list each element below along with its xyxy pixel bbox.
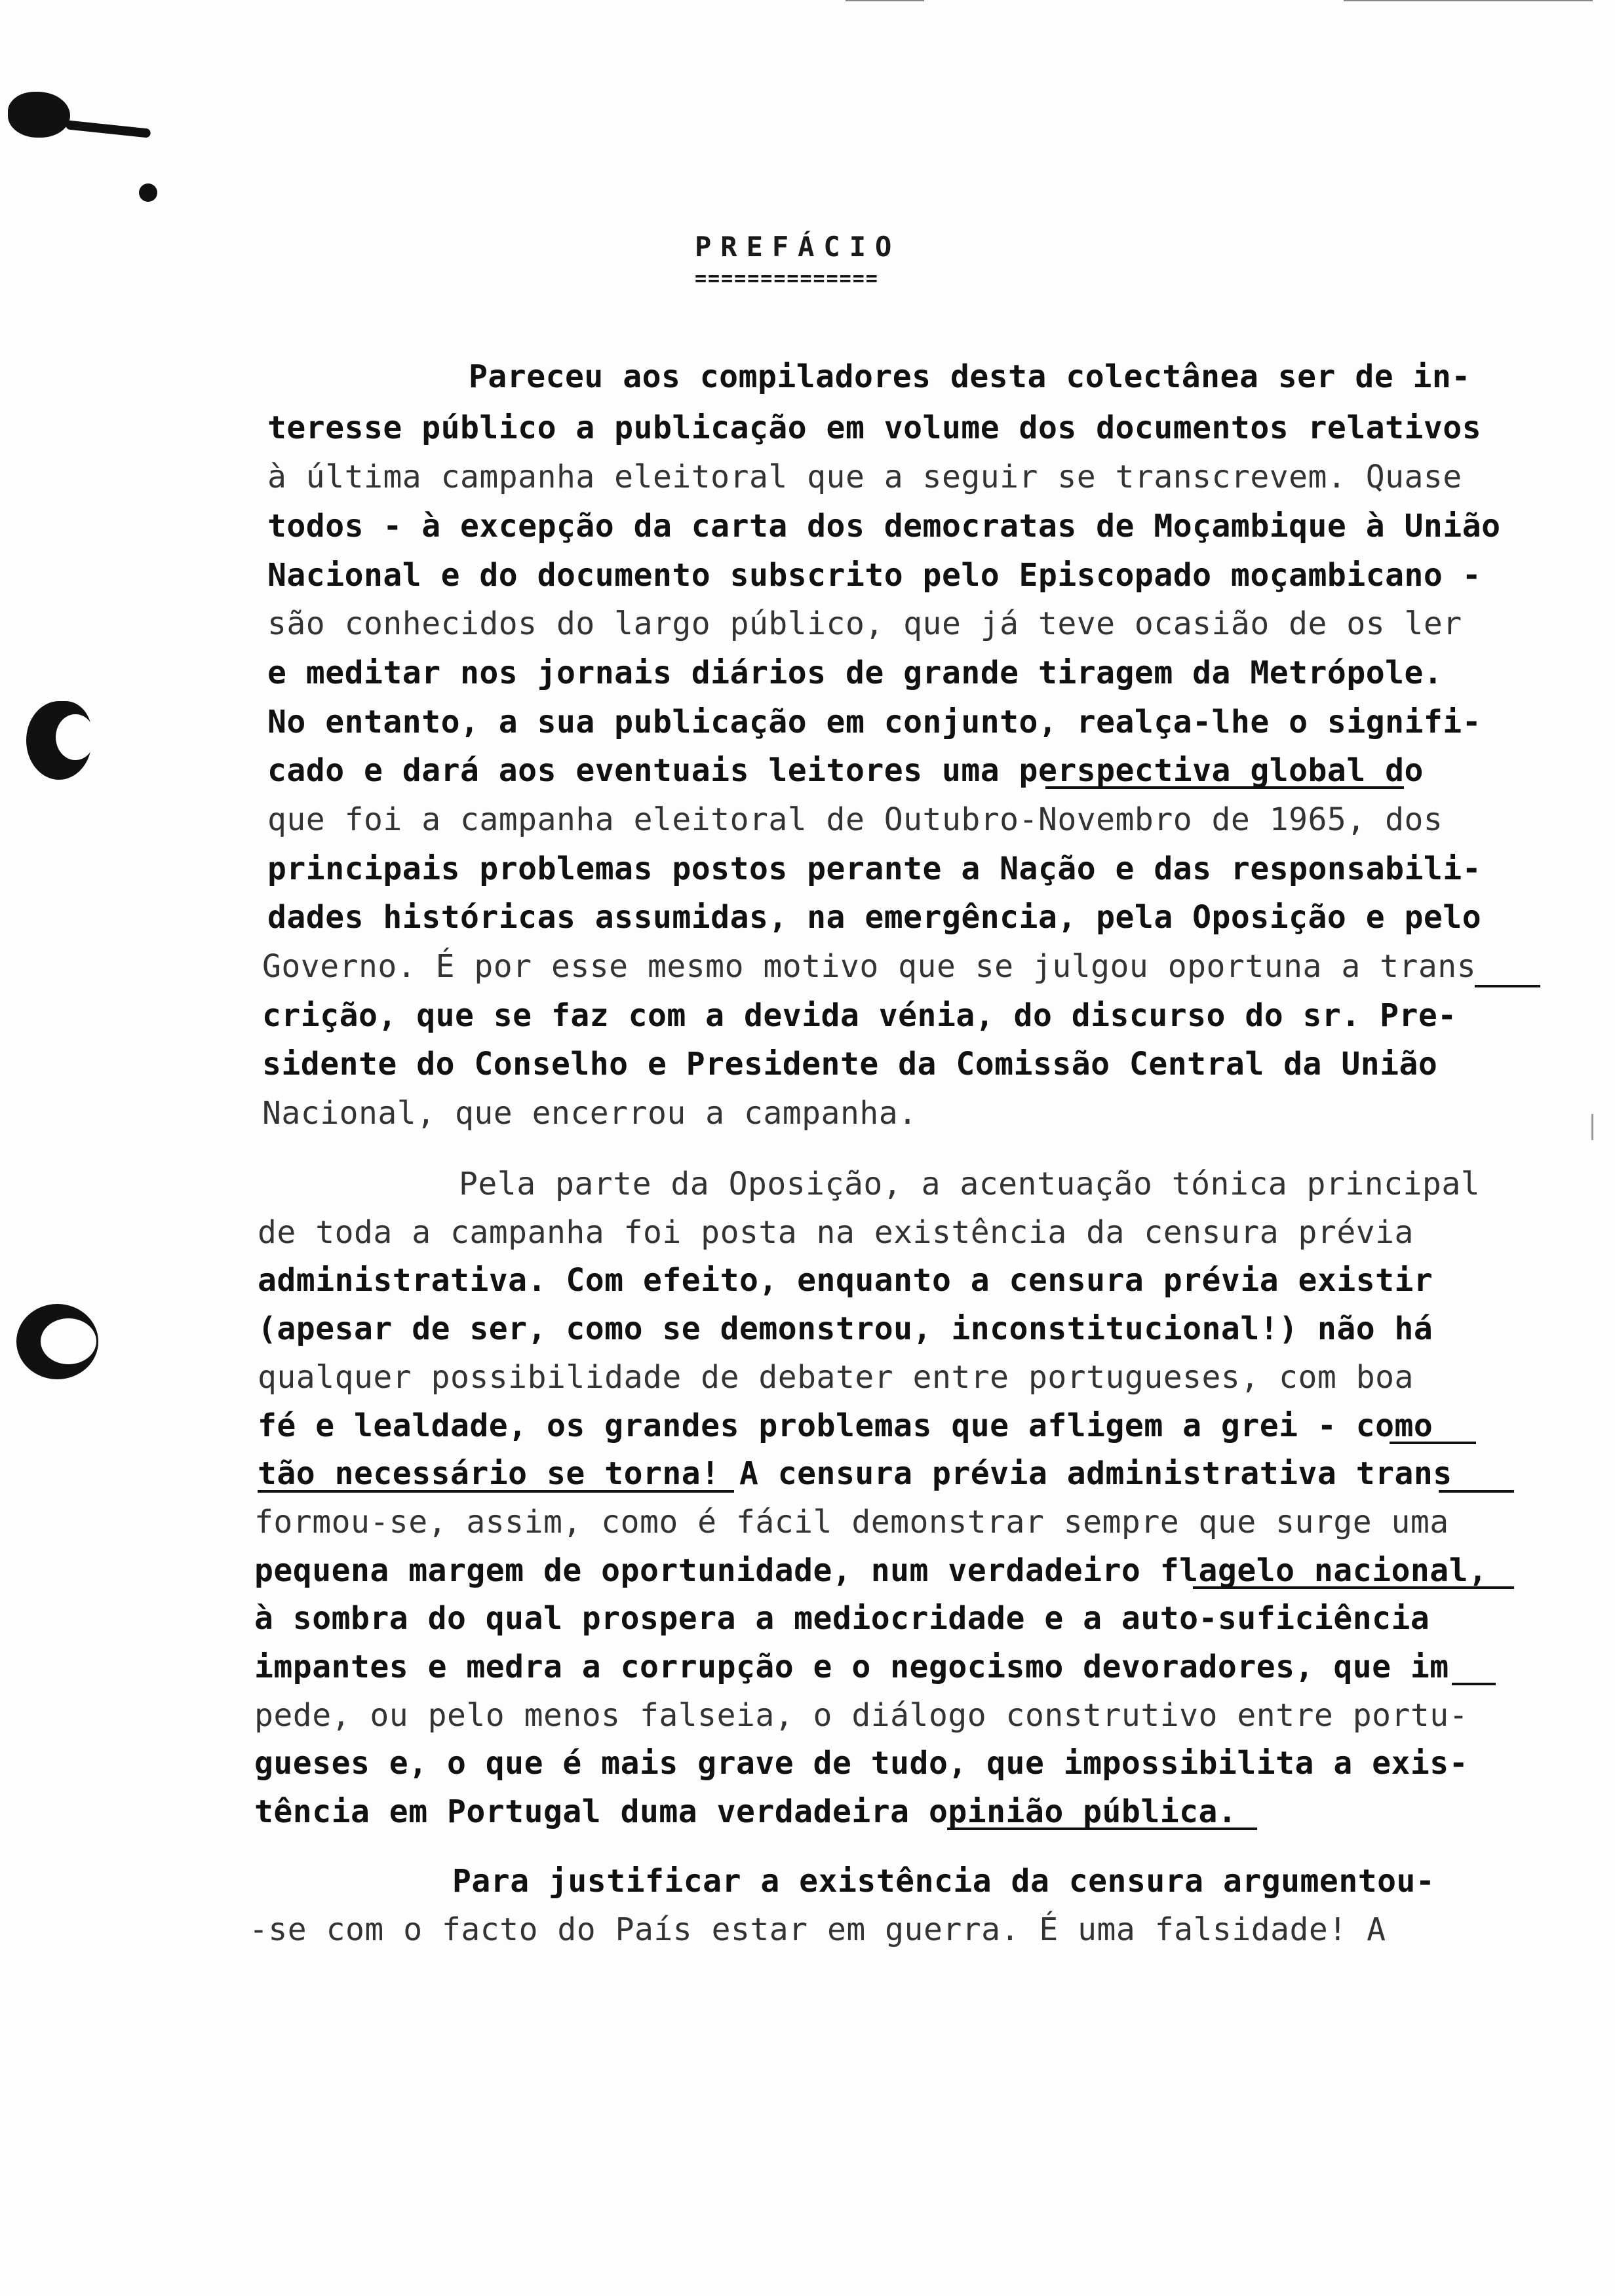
text-line: (apesar de ser, como se demonstrou, inconstitucional!) não há [258,1311,1433,1347]
text-line: à última campanha eleitoral que a seguir se transcrevem. Quase [267,459,1462,495]
scan-mark [846,0,924,1]
text-line: qualquer possibilidade de debater entre portugueses, com boa [258,1359,1414,1396]
text-line: pequena margem de oportunidade, num verdadeiro flagelo nacional, [254,1552,1488,1589]
scan-mark [1591,1114,1593,1140]
text-line: que foi a campanha eleitoral de Outubro-Novembro de 1965, dos [267,801,1443,838]
text-line: No entanto, a sua publicação em conjunto, realça-lhe o signifi- [267,704,1482,740]
punch-hole [41,1318,96,1364]
text-line: Nacional e do documento subscrito pelo Episcopado moçambicano - [267,557,1482,594]
text-line: fé e lealdade, os grandes problemas que afligem a grei - como [258,1407,1433,1444]
text-line: tência em Portugal duma verdadeira opinião pública. [254,1793,1237,1830]
text-line: todos - à excepção da carta dos democratas de Moçambique à União [267,508,1501,545]
text-line: são conhecidos do largo público, que já teve ocasião de os ler [267,605,1462,642]
text-line: Nacional, que encerrou a campanha. [262,1095,918,1132]
text-line: dades históricas assumidas, na emergência, pela Oposição e pelo [267,899,1482,936]
text-line: de toda a campanha foi posta na existência da censura prévia [258,1214,1414,1251]
text-line: Pareceu aos compiladores desta colectânea ser de in- [469,358,1471,395]
text-line: administrativa. Com efeito, enquanto a censura prévia existir [258,1262,1433,1299]
scan-mark [1344,0,1593,1]
text-line: pede, ou pelo menos falseia, o diálogo construtivo entre portu- [254,1697,1469,1734]
ink-blot [66,120,151,138]
title-underline: ============== [695,267,879,290]
punch-hole [56,714,95,760]
text-line: principais problemas postos perante a Nação e das responsabili- [267,851,1482,887]
text-line: impantes e medra a corrupção e o negocismo devoradores, que im [254,1649,1449,1685]
ink-blot [8,92,70,138]
text-line: Para justificar a existência da censura argumentou- [452,1863,1435,1900]
text-line: Governo. É por esse mesmo motivo que se julgou oportuna a trans [262,948,1477,985]
text-line: Pela parte da Oposição, a acentuação tónica principal [459,1166,1481,1202]
text-line: -se com o facto do País estar em guerra. É uma falsidade! A [249,1911,1386,1948]
text-line: teresse público a publicação em volume dos documentos relativos [267,410,1482,446]
ink-blot [139,183,157,202]
text-line: cado e dará aos eventuais leitores uma perspectiva global do [267,752,1424,789]
text-line: formou-se, assim, como é fácil demonstrar sempre que surge uma [254,1504,1449,1540]
text-line: sidente do Conselho e Presidente da Comissão Central da União [262,1046,1438,1082]
text-line: à sombra do qual prospera a mediocridade e a auto-suficiência [254,1600,1430,1637]
text-line: gueses e, o que é mais grave de tudo, que impossibilita a exis- [254,1745,1469,1782]
text-line: tão necessário se torna! A censura prévia administrativa trans [258,1455,1452,1492]
text-line: e meditar nos jornais diários de grande tiragem da Metrópole. [267,655,1443,691]
page-title: PREFÁCIO [695,231,901,263]
text-line: crição, que se faz com a devida vénia, do discurso do sr. Pre- [262,997,1457,1034]
